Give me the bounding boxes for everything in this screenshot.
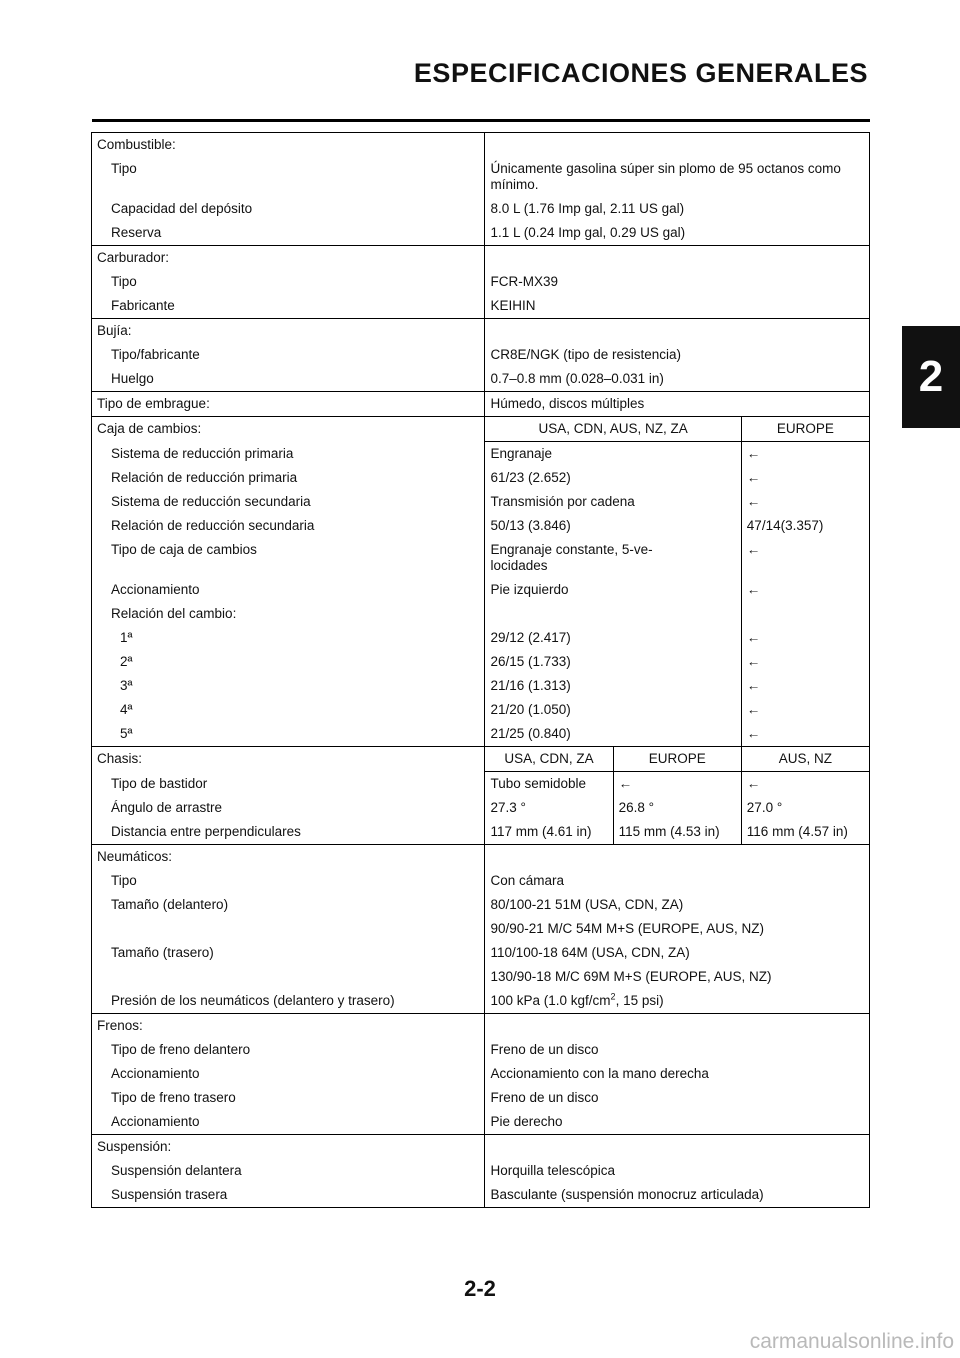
spec-value: FCR-MX39	[490, 274, 558, 289]
table-row	[92, 747, 870, 772]
spec-value: Tubo semidoble	[490, 776, 587, 791]
spec-label: Sistema de reducción secundaria	[111, 494, 311, 509]
arrow-icon: ←	[746, 702, 761, 717]
table-row	[92, 343, 870, 367]
table-row	[92, 1110, 870, 1135]
spec-value: 27.3 °	[490, 800, 526, 815]
table-row	[92, 1183, 870, 1208]
arrow-icon: ←	[618, 776, 633, 791]
section-heading-spark-plug: Bujía:	[97, 323, 132, 338]
superscript: 2	[610, 991, 616, 1002]
table-row	[92, 1086, 870, 1110]
gear-label: 4ª	[120, 702, 133, 717]
table-row	[92, 367, 870, 392]
spec-label: Huelgo	[111, 371, 154, 386]
spec-value: Pie izquierdo	[490, 582, 569, 597]
spec-value: Basculante (suspensión monocruz articulada)	[490, 1187, 764, 1202]
spec-value: Accionamiento con la mano derecha	[490, 1066, 709, 1081]
table-row	[92, 965, 870, 989]
spec-value	[485, 989, 869, 1013]
table-row	[92, 197, 870, 221]
spec-value: Engranaje	[490, 446, 553, 461]
spec-label: Tipo de freno delantero	[111, 1042, 251, 1057]
table-row	[92, 1014, 870, 1039]
chapter-tab: 2	[902, 326, 960, 428]
spec-label: Sistema de reducción primaria	[111, 445, 294, 461]
spec-value: 29/12 (2.417)	[490, 630, 571, 645]
spec-value: Húmedo, discos múltiples	[490, 396, 645, 411]
table-row	[92, 1038, 870, 1062]
spec-label: Accionamiento	[111, 582, 200, 597]
table-row	[92, 626, 870, 650]
spec-label: Tipo de caja de cambios	[111, 542, 257, 557]
spec-value: Únicamente gasolina súper sin plomo de 95 octanos como mínimo.	[490, 161, 841, 192]
spec-value: 0.7–0.8 mm (0.028–0.031 in)	[490, 371, 664, 386]
gear-label: 3ª	[120, 678, 133, 693]
column-header: USA, CDN, ZA	[504, 751, 594, 766]
spec-value: 110/100-18 64M (USA, CDN, ZA)	[490, 945, 690, 960]
section-heading-suspension: Suspensión:	[97, 1139, 172, 1154]
table-row	[92, 1159, 870, 1183]
pressure-value-main: 100 kPa (1.0 kgf/cm	[490, 993, 611, 1008]
watermark: carmanualsonline.info	[749, 1330, 954, 1353]
table-row	[92, 722, 870, 747]
spec-label: Tipo de freno trasero	[111, 1090, 236, 1105]
table-row	[92, 698, 870, 722]
arrow-icon: ←	[746, 678, 761, 693]
spec-label: Relación del cambio:	[111, 606, 237, 621]
table-row	[92, 442, 870, 467]
spec-value: 90/90-21 M/C 54M M+S (EUROPE, AUS, NZ)	[490, 921, 764, 936]
table-row	[92, 417, 870, 442]
table-row	[92, 578, 870, 602]
table-row	[92, 917, 870, 941]
spec-label: Tipo	[111, 873, 137, 888]
spec-table	[91, 132, 870, 1208]
title-divider	[92, 119, 870, 122]
table-row	[92, 602, 870, 626]
spec-label: Tipo	[111, 161, 137, 176]
arrow-icon: ←	[746, 542, 761, 557]
table-row	[92, 514, 870, 538]
spec-value: 1.1 L (0.24 Imp gal, 0.29 US gal)	[490, 225, 686, 240]
spec-value: 26.8 °	[618, 800, 655, 815]
arrow-icon: ←	[746, 630, 761, 645]
spec-value: Freno de un disco	[490, 1090, 599, 1105]
spec-label: Accionamiento	[111, 1066, 200, 1081]
table-row	[92, 796, 870, 820]
spec-value: 47/14(3.357)	[746, 518, 824, 533]
table-row	[92, 319, 870, 344]
spec-value: 115 mm (4.53 in)	[618, 824, 720, 839]
table-row	[92, 845, 870, 870]
spec-label: Accionamiento	[111, 1114, 200, 1129]
page-number: 2-2	[464, 1276, 496, 1301]
spec-value: 116 mm (4.57 in)	[746, 824, 848, 839]
table-row	[92, 157, 870, 197]
column-header: AUS, NZ	[778, 751, 833, 766]
spec-label: Ángulo de arrastre	[111, 800, 223, 815]
arrow-icon: ←	[746, 494, 761, 509]
spec-label: Distancia entre perpendiculares	[111, 824, 301, 839]
spec-value: 8.0 L (1.76 Imp gal, 2.11 US gal)	[490, 201, 685, 216]
spec-value: Freno de un disco	[490, 1042, 599, 1057]
table-row	[92, 538, 870, 578]
section-heading-brakes: Frenos:	[97, 1018, 143, 1033]
table-row	[92, 650, 870, 674]
section-heading-chassis: Chasis:	[97, 751, 143, 766]
arrow-icon: ←	[746, 726, 761, 741]
spec-value: 50/13 (3.846)	[490, 518, 571, 533]
page-title: ESPECIFICACIONES GENERALES	[413, 58, 868, 88]
spec-label: Suspensión trasera	[111, 1187, 228, 1202]
table-row	[92, 294, 870, 319]
spec-label: Fabricante	[111, 298, 175, 313]
arrow-icon: ←	[746, 654, 761, 669]
spec-value: Horquilla telescópica	[490, 1163, 616, 1178]
gear-label: 2ª	[120, 654, 133, 669]
section-heading-tires: Neumáticos:	[97, 849, 173, 864]
arrow-icon: ←	[746, 446, 761, 461]
spec-label: Reserva	[111, 225, 162, 240]
table-row	[92, 221, 870, 246]
spec-label: Relación de reducción secundaria	[111, 518, 315, 533]
section-heading-carburetor: Carburador:	[97, 250, 170, 265]
table-row	[92, 941, 870, 965]
spec-value: 117 mm (4.61 in)	[490, 824, 592, 839]
table-row	[92, 989, 870, 1014]
spec-value: Transmisión por cadena	[490, 494, 635, 509]
spec-value: 61/23 (2.652)	[490, 470, 571, 485]
spec-value: 21/25 (0.840)	[490, 726, 571, 741]
spec-label: Tipo/fabricante	[111, 347, 200, 362]
spec-value: Pie derecho	[490, 1114, 563, 1129]
spec-label: Tipo	[111, 274, 137, 289]
spec-value: 130/90-18 M/C 69M M+S (EUROPE, AUS, NZ)	[490, 969, 772, 984]
spec-value: KEIHIN	[490, 298, 536, 313]
spec-label: Suspensión delantera	[111, 1163, 242, 1178]
spec-value: 26/15 (1.733)	[490, 654, 571, 669]
section-heading-fuel: Combustible:	[97, 137, 176, 152]
table-row	[92, 772, 870, 797]
column-header: EUROPE	[776, 421, 834, 436]
column-header: EUROPE	[648, 751, 706, 766]
table-row	[92, 1062, 870, 1086]
arrow-icon: ←	[746, 582, 761, 597]
table-row	[92, 392, 870, 417]
spec-value: 27.0 °	[746, 800, 783, 815]
spec-value: 80/100-21 51M (USA, CDN, ZA)	[490, 897, 684, 912]
spec-label: Capacidad del depósito	[111, 201, 253, 216]
gear-label: 1ª	[120, 630, 133, 645]
spec-label: Tamaño (delantero)	[111, 897, 229, 912]
spec-label: Presión de los neumáticos (delantero y trasero)	[111, 993, 395, 1008]
table-row	[92, 466, 870, 490]
table-row	[92, 490, 870, 514]
spec-label: Tipo de bastidor	[111, 775, 208, 791]
table-row	[92, 1135, 870, 1160]
spec-label: Relación de reducción primaria	[111, 470, 298, 485]
gear-label: 5ª	[120, 726, 133, 741]
column-header: USA, CDN, AUS, NZ, ZA	[538, 421, 688, 436]
spec-value: 21/20 (1.050)	[490, 702, 571, 717]
spec-value: 21/16 (1.313)	[490, 678, 571, 693]
table-row	[92, 893, 870, 917]
section-heading-clutch: Tipo de embrague:	[97, 396, 210, 411]
pressure-value-rest: , 15 psi)	[615, 993, 664, 1008]
spec-value: Con cámara	[490, 873, 565, 888]
table-row	[92, 270, 870, 294]
arrow-icon: ←	[746, 776, 761, 791]
table-row	[92, 674, 870, 698]
table-row	[92, 133, 870, 158]
section-heading-gearbox: Caja de cambios:	[97, 421, 202, 436]
spec-value: CR8E/NGK (tipo de resistencia)	[490, 347, 682, 362]
table-row	[92, 246, 870, 271]
spec-value: Engranaje constante, 5-ve-locidades	[490, 542, 653, 573]
table-row	[92, 820, 870, 845]
table-row	[92, 869, 870, 893]
spec-label: Tamaño (trasero)	[111, 945, 214, 960]
arrow-icon: ←	[746, 470, 761, 485]
